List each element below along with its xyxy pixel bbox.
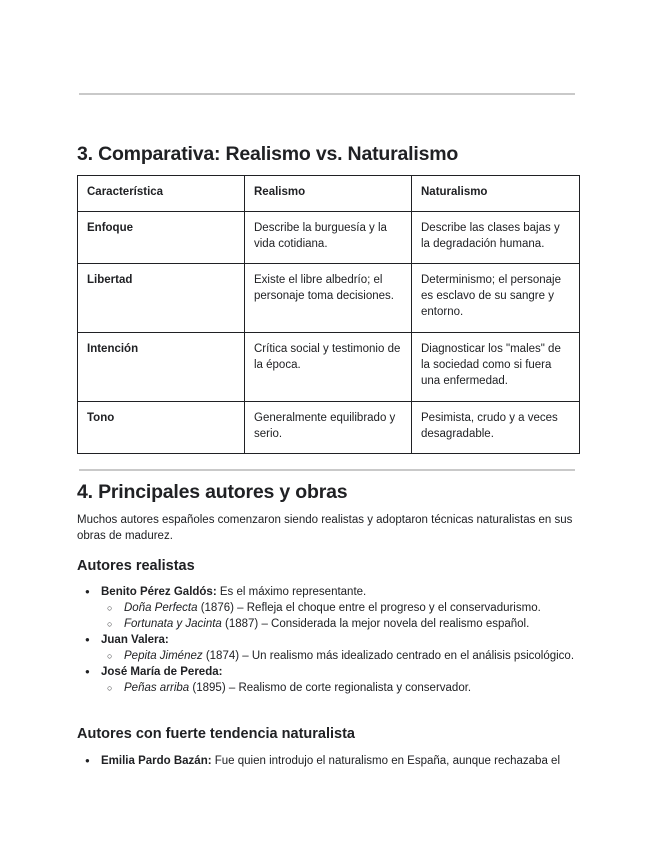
list-item (77, 664, 577, 680)
author-name: Juan Valera: (101, 634, 169, 646)
work-desc: (1887) – Considerada la mejor novela del realismo español. (221, 618, 530, 630)
list-item (77, 632, 577, 648)
list-item (77, 584, 577, 600)
naturalistas-list (77, 753, 577, 769)
table-cell-realismo: Describe la burguesía y la vida cotidiana. (245, 212, 412, 264)
table-row (78, 333, 580, 402)
author-name: Emilia Pardo Bazán: (101, 755, 212, 767)
comparison-table (77, 175, 580, 454)
table-row (78, 264, 580, 333)
work-desc: (1874) – Un realismo más idealizado centrado en el análisis psicológico. (202, 650, 575, 662)
table-cell-naturalismo: Pesimista, crudo y a veces desagradable. (412, 402, 580, 454)
divider-middle (79, 469, 575, 471)
author-name: Benito Pérez Galdós: (101, 586, 217, 598)
list-item (77, 648, 577, 664)
work-desc: (1876) – Refleja el choque entre el progreso y el conservadurismo. (197, 602, 541, 614)
table-header-cell: Característica (78, 176, 245, 212)
table-row (78, 212, 580, 264)
table-cell-characteristic: Tono (78, 402, 245, 454)
list-item (77, 600, 577, 616)
author-name: José María de Pereda: (101, 666, 223, 678)
realistas-heading: Autores realistas (77, 558, 195, 574)
table-header-cell: Realismo (245, 176, 412, 212)
work-title: Fortunata y Jacinta (124, 618, 222, 630)
author-desc: Fue quien introdujo el naturalismo en España, aunque rechazaba el (211, 755, 560, 767)
table-header-cell: Naturalismo (412, 176, 580, 212)
divider-top (79, 93, 575, 95)
table-cell-realismo: Generalmente equilibrado y serio. (245, 402, 412, 454)
table-cell-characteristic: Libertad (78, 264, 245, 333)
table-cell-naturalismo: Diagnosticar los "males" de la sociedad como si fuera una enfermedad. (412, 333, 580, 402)
work-title: Doña Perfecta (124, 602, 198, 614)
section-4-title: 4. Principales autores y obras (77, 481, 348, 503)
work-desc: (1895) – Realismo de corte regionalista y conservador. (189, 682, 472, 694)
list-item (77, 616, 577, 632)
naturalistas-heading: Autores con fuerte tendencia naturalista (77, 726, 355, 742)
table-header-row (78, 176, 580, 212)
list-item (77, 680, 577, 696)
section-3-title: 3. Comparativa: Realismo vs. Naturalismo (77, 143, 459, 165)
realistas-list (77, 584, 577, 696)
work-title: Peñas arriba (124, 682, 190, 694)
table-cell-naturalismo: Determinismo; el personaje es esclavo de su sangre y entorno. (412, 264, 580, 333)
list-item (77, 753, 577, 769)
author-desc: Es el máximo representante. (216, 586, 367, 598)
table-row (78, 402, 580, 454)
work-title: Pepita Jiménez (124, 650, 203, 662)
table-cell-realismo: Crítica social y testimonio de la época. (245, 333, 412, 402)
section-4-intro: Muchos autores españoles comenzaron siendo realistas y adoptaron técnicas naturalistas en sus obras de madurez. (77, 514, 573, 542)
table-cell-naturalismo: Describe las clases bajas y la degradación humana. (412, 212, 580, 264)
table-cell-characteristic: Enfoque (78, 212, 245, 264)
table-cell-realismo: Existe el libre albedrío; el personaje toma decisiones. (245, 264, 412, 333)
table-cell-characteristic: Intención (78, 333, 245, 402)
